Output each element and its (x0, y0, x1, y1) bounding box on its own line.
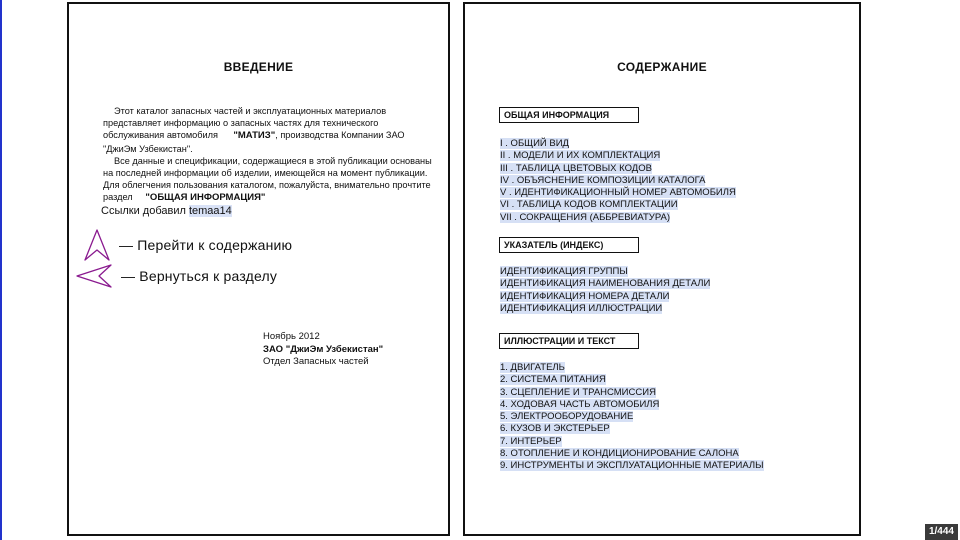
toc-item-label[interactable]: ИДЕНТИФИКАЦИЯ НАИМЕНОВАНИЯ ДЕТАЛИ (500, 278, 711, 290)
toc-item-label[interactable]: I . ОБЩИЙ ВИД (500, 138, 569, 149)
nav-back-label: — Вернуться к разделу (121, 268, 278, 284)
toc-item[interactable] (500, 138, 736, 150)
toc-item[interactable] (500, 436, 764, 448)
up-arrow-icon[interactable] (83, 228, 111, 262)
toc-item[interactable] (500, 199, 736, 211)
toc-item-label[interactable]: V . ИДЕНТИФИКАЦИОННЫЙ НОМЕР АВТОМОБИЛЯ (500, 187, 736, 199)
toc-item-label[interactable]: VI . ТАБЛИЦА КОДОВ КОМПЛЕКТАЦИИ (500, 199, 678, 211)
page-introduction (67, 2, 450, 536)
section-heading-general: ОБЩАЯ ИНФОРМАЦИЯ (499, 107, 639, 123)
toc-item-label[interactable]: 9. ИНСТРУМЕНТЫ И ЭКСПЛУАТАЦИОННЫЕ МАТЕРИАЛЫ (500, 460, 764, 472)
toc-item-label[interactable]: 8. ОТОПЛЕНИЕ И КОНДИЦИОНИРОВАНИЕ САЛОНА (500, 448, 739, 460)
toc-item-label[interactable]: ИДЕНТИФИКАЦИЯ ИЛЛЮСТРАЦИИ (500, 302, 663, 314)
toc-item[interactable] (500, 374, 764, 386)
toc-item-label[interactable]: VII . СОКРАЩЕНИЯ (АББРЕВИАТУРА) (500, 211, 671, 223)
toc-item-label[interactable]: 6. КУЗОВ И ЭКСТЕРЬЕР (500, 423, 610, 435)
intro-paragraph-2 (103, 155, 433, 205)
toc-item[interactable] (500, 303, 710, 315)
toc-item[interactable] (500, 175, 736, 187)
intro-text (103, 105, 433, 205)
toc-list-general (500, 138, 736, 224)
section-heading-index: УКАЗАТЕЛЬ (ИНДЕКС) (499, 237, 639, 253)
toc-item-label[interactable]: 1. ДВИГАТЕЛЬ (500, 362, 565, 373)
publication-footer (263, 331, 383, 369)
nav-up-label: — Перейти к содержанию (119, 237, 293, 253)
toc-item-label[interactable]: III . ТАБЛИЦА ЦВЕТОВЫХ КОДОВ (500, 162, 652, 174)
toc-item[interactable] (500, 448, 764, 460)
toc-item-label[interactable]: ИДЕНТИФИКАЦИЯ ГРУППЫ (500, 266, 628, 277)
toc-item[interactable] (500, 362, 764, 374)
toc-list-index (500, 266, 710, 315)
links-credit (101, 205, 232, 217)
toc-item[interactable] (500, 163, 736, 175)
intro-p1-tail: , производства Компании ЗАО "ДжиЭм Узбекистан". (103, 130, 405, 154)
page-title: ВВЕДЕНИЕ (223, 60, 294, 74)
toc-item[interactable] (500, 150, 736, 162)
toc-item-label[interactable]: 7. ИНТЕРЬЕР (500, 435, 562, 447)
toc-item-label[interactable]: 4. ХОДОВАЯ ЧАСТЬ АВТОМОБИЛЯ (500, 398, 660, 410)
intro-paragraph-1 (103, 105, 433, 155)
footer-department: Отдел Запасных частей (263, 356, 369, 367)
toc-item-label[interactable]: ИДЕНТИФИКАЦИЯ НОМЕРА ДЕТАЛИ (500, 290, 670, 302)
page-contents (463, 2, 861, 536)
nav-back-legend (75, 263, 277, 289)
brand-name: "МАТИЗ" (233, 130, 276, 142)
page-title: СОДЕРЖАНИЕ (617, 60, 707, 74)
footer-date: Ноябрь 2012 (263, 331, 320, 342)
footer-company: ЗАО "ДжиЭм Узбекистан" (263, 343, 384, 355)
toc-item-label[interactable]: 5. ЭЛЕКТРООБОРУДОВАНИЕ (500, 411, 634, 423)
back-arrow-icon[interactable] (75, 263, 113, 289)
toc-item[interactable] (500, 387, 764, 399)
toc-item-label[interactable]: 3. СЦЕПЛЕНИЕ И ТРАНСМИССИЯ (500, 386, 656, 398)
toc-item[interactable] (500, 266, 710, 278)
left-edge-rule (0, 0, 2, 540)
links-credit-user[interactable]: temaa14 (188, 205, 232, 217)
intro-p2-text: Все данные и спецификации, содержащиеся в этой публикации основаны на последней информации об изделии, имеющейся на момент публикации. Для облегчения пользования каталогом, пожалуйста, внимательно прочтите раздел (103, 155, 432, 203)
nav-up-legend (83, 228, 292, 262)
toc-list-illustrations (500, 362, 764, 473)
toc-item[interactable] (500, 423, 764, 435)
toc-item[interactable] (500, 291, 710, 303)
general-info-link[interactable]: "ОБЩАЯ ИНФОРМАЦИЯ" (145, 192, 266, 204)
toc-item[interactable] (500, 399, 764, 411)
toc-item-label[interactable]: 2. СИСТЕМА ПИТАНИЯ (500, 374, 606, 386)
section-heading-illustrations: ИЛЛЮСТРАЦИИ И ТЕКСТ (499, 333, 639, 349)
toc-item[interactable] (500, 411, 764, 423)
page-counter: 1/444 (925, 524, 958, 540)
toc-item[interactable] (500, 460, 764, 472)
intro-p1-text: Этот каталог запасных частей и эксплуатационных материалов представляет информацию о запасных частях для технического обслуживания автомобиля (103, 106, 387, 141)
toc-item[interactable] (500, 278, 710, 290)
toc-item[interactable] (500, 212, 736, 224)
toc-item[interactable] (500, 187, 736, 199)
links-credit-prefix: Ссылки добавил (101, 205, 186, 217)
toc-item-label[interactable]: II . МОДЕЛИ И ИХ КОМПЛЕКТАЦИЯ (500, 150, 661, 162)
toc-item-label[interactable]: IV . ОБЪЯСНЕНИЕ КОМПОЗИЦИИ КАТАЛОГА (500, 174, 706, 186)
